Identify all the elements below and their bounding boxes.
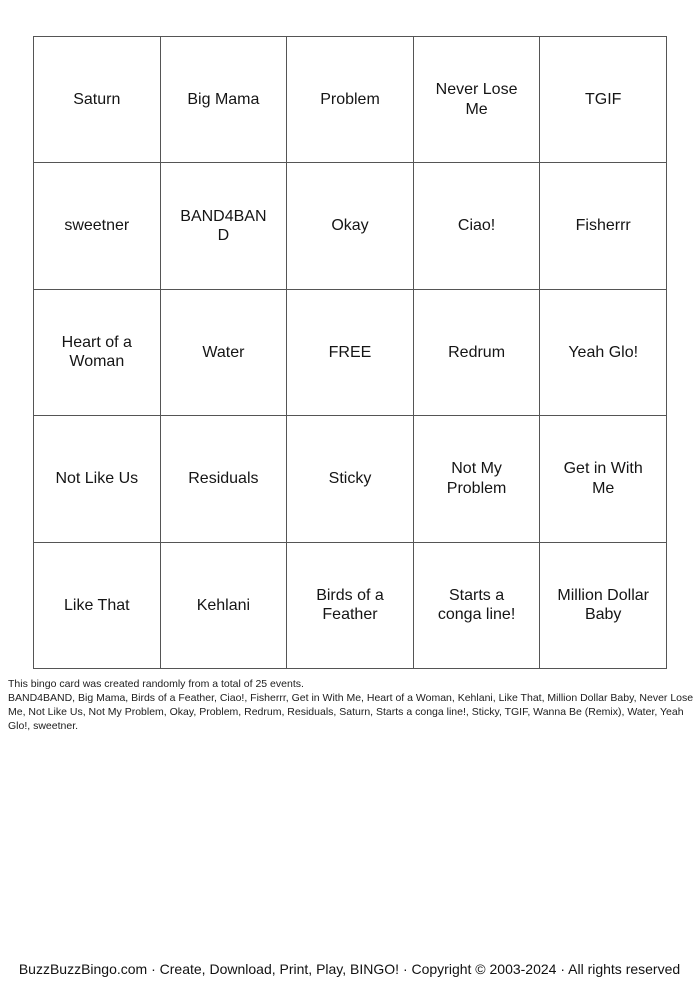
- card-creation-note: This bingo card was created randomly from a total of 25 events.: [8, 678, 304, 690]
- bingo-cell: Like That: [34, 542, 161, 668]
- bingo-cell: Get in With Me: [540, 416, 667, 542]
- bingo-cell: Ciao!: [413, 163, 540, 289]
- bingo-cell: Kehlani: [160, 542, 287, 668]
- card-notes: [8, 677, 694, 733]
- bingo-cell: Okay: [287, 163, 414, 289]
- bingo-row: [34, 289, 667, 415]
- bingo-cell: Redrum: [413, 289, 540, 415]
- bingo-cell: Residuals: [160, 416, 287, 542]
- bingo-cell: Saturn: [34, 37, 161, 163]
- bingo-card-grid: [33, 36, 667, 669]
- bingo-cell: Heart of a Woman: [34, 289, 161, 415]
- bingo-cell: Never Lose Me: [413, 37, 540, 163]
- bingo-cell: Problem: [287, 37, 414, 163]
- bingo-cell-free-space: FREE: [287, 289, 414, 415]
- event-list: BAND4BAND, Big Mama, Birds of a Feather, Ciao!, Fisherrr, Get in With Me, Heart of a Woman, Kehlani, Like That, Million Dollar Baby, Never Lose Me, Not Like Us, Not My Problem, Okay, Problem, Redrum, Residuals, Saturn, Starts a conga line!, Sticky, TGIF, Wanna Be (Remix), Water, Yeah Glo!, sweetner.: [8, 692, 694, 732]
- bingo-cell: BAND4BAND: [160, 163, 287, 289]
- bingo-cell: Fisherrr: [540, 163, 667, 289]
- bingo-cell: Yeah Glo!: [540, 289, 667, 415]
- bingo-row: [34, 37, 667, 163]
- bingo-row: [34, 416, 667, 542]
- bingo-row: [34, 163, 667, 289]
- bingo-cell: Not My Problem: [413, 416, 540, 542]
- bingo-cell: Starts a conga line!: [413, 542, 540, 668]
- bingo-cell: Not Like Us: [34, 416, 161, 542]
- bingo-cell: Big Mama: [160, 37, 287, 163]
- bingo-cell: TGIF: [540, 37, 667, 163]
- bingo-cell: Sticky: [287, 416, 414, 542]
- bingo-cell: Water: [160, 289, 287, 415]
- bingo-cell: sweetner: [34, 163, 161, 289]
- bingo-cell: Birds of a Feather: [287, 542, 414, 668]
- footer-text: BuzzBuzzBingo.com · Create, Download, Print, Play, BINGO! · Copyright © 2003-2024 · All rights reserved: [18, 961, 681, 977]
- bingo-row: [34, 542, 667, 668]
- bingo-cell: Million Dollar Baby: [540, 542, 667, 668]
